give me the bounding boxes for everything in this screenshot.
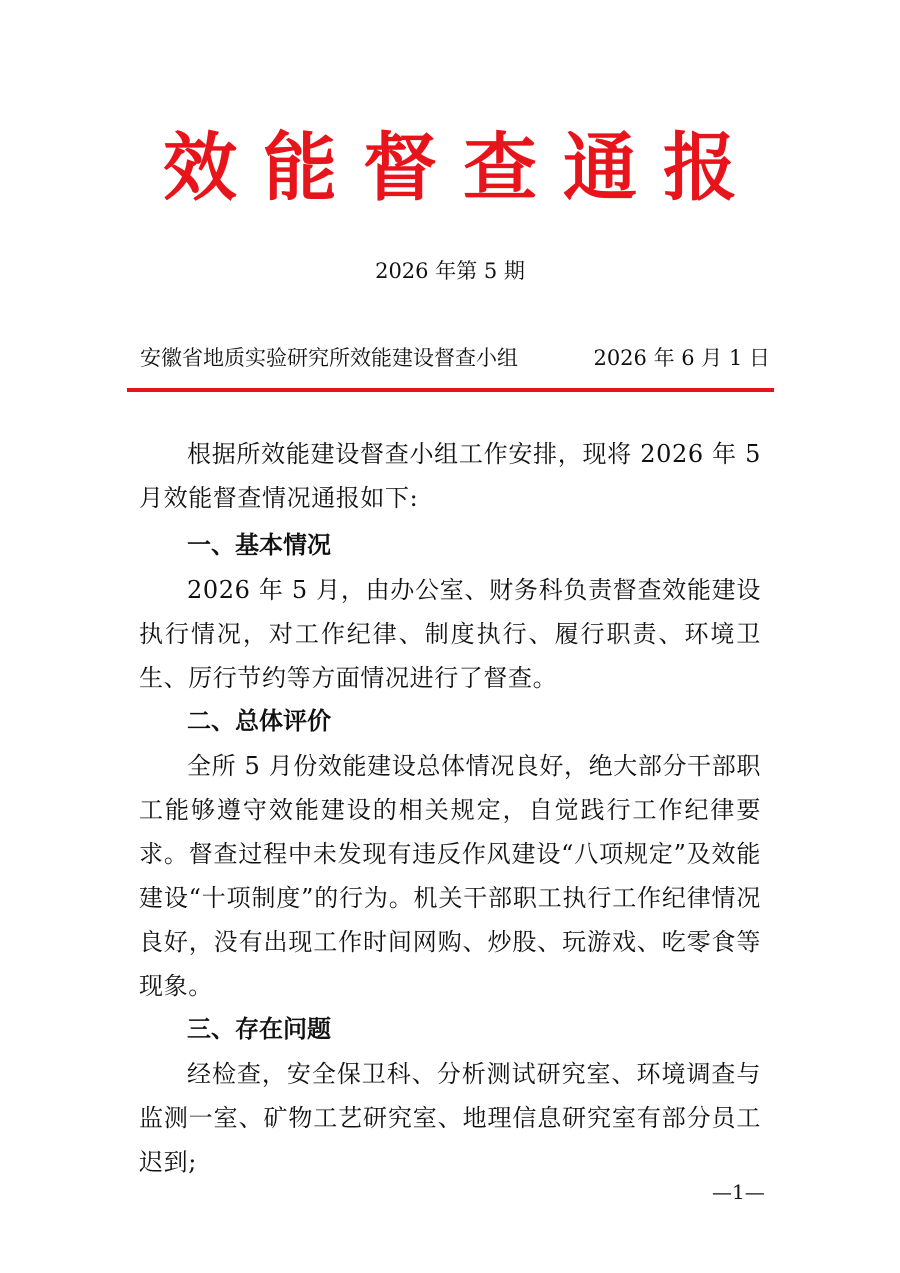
section-paragraph-basic: 2026 年 5 月，由办公室、财务科负责督查效能建设执行情况，对工作纪律、制度执行、履行职责、环境卫生、厉行节约等方面情况进行了督查。 [139, 576, 761, 692]
issue-number: 2026 年第 5 期 [375, 259, 525, 283]
section-heading-evaluation: 二、总体评价 [187, 707, 331, 735]
section-heading-problems: 三、存在问题 [187, 1015, 331, 1043]
section-heading-basic: 一、基本情况 [187, 531, 331, 559]
issuer-name: 安徽省地质实验研究所效能建设督查小组 [140, 346, 518, 370]
issue-date: 2026 年 6 月 1 日 [593, 346, 770, 370]
section-paragraph-evaluation: 全所 5 月份效能建设总体情况良好，绝大部分干部职工能够遵守效能建设的相关规定，自觉践行工作纪律要求。督查过程中未发现有违反作风建设“八项规定”及效能建设“十项制度”的行为。机关干部职工执行工作纪律情况良好，没有出现工作时间网购、炒股、玩游戏、吃零食等现象。 [139, 752, 761, 1000]
issuer-line [140, 341, 770, 375]
document-body [139, 432, 761, 1184]
section-paragraph-problems: 经检查，安全保卫科、分析测试研究室、环境调查与监测一室、矿物工艺研究室、地理信息研究室有部分员工迟到; [139, 1060, 761, 1176]
masthead-title: 效能督查通报 [163, 125, 763, 211]
intro-paragraph: 根据所效能建设督查小组工作安排，现将 2026 年 5 月效能督查情况通报如下: [139, 440, 761, 512]
red-divider [127, 388, 774, 392]
page-number: —1— [712, 1180, 765, 1204]
